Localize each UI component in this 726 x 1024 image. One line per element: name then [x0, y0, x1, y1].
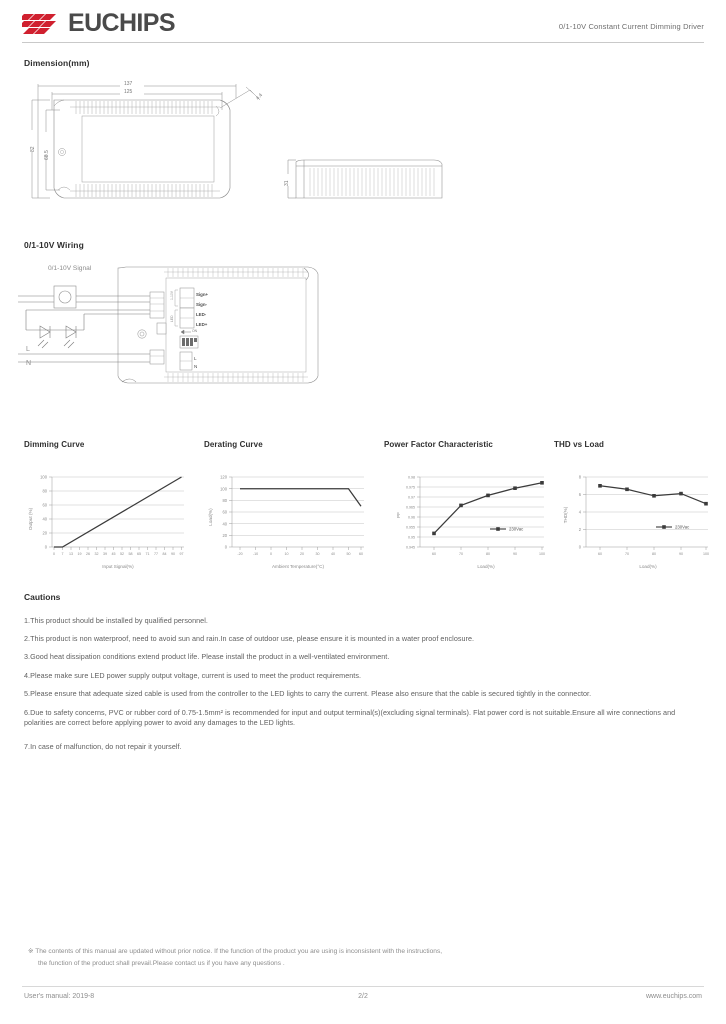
svg-text:0.95: 0.95 [408, 535, 415, 540]
svg-text:Input Signal(%): Input Signal(%) [102, 564, 134, 569]
svg-text:Output (%): Output (%) [28, 507, 33, 531]
svg-text:-10: -10 [252, 552, 259, 556]
svg-text:70: 70 [625, 552, 629, 556]
svg-text:Load(%): Load(%) [477, 564, 495, 569]
svg-text:0: 0 [578, 544, 581, 550]
chart-power-factor [378, 440, 554, 580]
svg-text:60: 60 [42, 502, 47, 508]
footer-manual-version: User's manual: 2019-8 [24, 993, 95, 1000]
svg-text:0.945: 0.945 [406, 545, 415, 550]
footer-note-line1: ※ The contents of this manual are updated without prior notice. If the function of the product you are using is inconsistent with the instructions, [28, 948, 443, 955]
svg-text:LED+: LED+ [196, 322, 208, 327]
svg-text:PF: PF [396, 512, 401, 518]
dim-label-mount-length: 125 [124, 89, 133, 95]
svg-text:97: 97 [179, 552, 184, 556]
svg-text:0.965: 0.965 [406, 505, 415, 510]
wiring-neutral-label: N [26, 360, 32, 367]
chart-title-derating: Derating Curve [204, 440, 263, 449]
svg-text:71: 71 [145, 552, 150, 556]
chart-derating-svg [198, 459, 374, 581]
footer-divider [22, 986, 704, 987]
svg-text:32: 32 [94, 552, 99, 556]
svg-text:40: 40 [222, 521, 227, 527]
footer-note-line2: the function of the product shall prevail.Please contact us if you have any questions . [38, 959, 285, 967]
dimension-drawing-svg [24, 70, 464, 220]
svg-text:10: 10 [284, 552, 289, 556]
svg-text:LED-: LED- [196, 312, 207, 317]
svg-text:20: 20 [42, 530, 47, 536]
dim-label-overall-width: 82 [30, 146, 36, 152]
svg-text:THD(%): THD(%) [563, 506, 568, 524]
euchips-logo [22, 10, 175, 36]
svg-text:0.955: 0.955 [406, 525, 415, 530]
svg-text:Sign-: Sign- [196, 302, 207, 307]
svg-text:26: 26 [86, 552, 90, 556]
caution-item-6: 6.Due to safety concerns, PVC or rubber cord of 0.75-1.5mm² is recommended for input and output terminal(s)(excluding signal terminals). Flat power cord is not suitable.Ensure all wire connections and polarities are correct before applying power to avoid any damages to the LED lights. [24, 708, 676, 728]
logo-chevron-icon [22, 10, 64, 36]
svg-text:1-10V: 1-10V [170, 290, 174, 300]
svg-text:0: 0 [224, 544, 227, 550]
chart-title-pf: Power Factor Characteristic [384, 440, 493, 449]
wiring-diagram [18, 256, 368, 395]
svg-text:6: 6 [578, 492, 581, 498]
caution-item-5: 5.Please ensure that adequate sized cable is used from the controller to the LED lights to carry the current. Please also ensure that the cable is secured tightly in the connector. [24, 689, 592, 698]
svg-text:58: 58 [128, 552, 133, 556]
svg-text:0: 0 [270, 552, 272, 556]
svg-text:13: 13 [69, 552, 73, 556]
svg-text:20: 20 [222, 532, 227, 538]
dim-label-overall-length: 137 [124, 81, 133, 87]
wiring-section-title: 0/1-10V Wiring [24, 240, 84, 250]
chart-thd-svg [548, 459, 724, 581]
dim-label-height: 31 [284, 180, 290, 186]
svg-text:60: 60 [598, 552, 602, 556]
svg-text:N: N [194, 364, 198, 369]
svg-text:90: 90 [513, 552, 517, 556]
svg-text:Sign+: Sign+ [196, 292, 209, 297]
svg-text:8: 8 [578, 474, 581, 480]
dim-label-mount-width: 68.5 [44, 150, 50, 160]
chart-dimming-svg [18, 459, 194, 581]
chart-dimming-curve [18, 440, 194, 580]
svg-text:40: 40 [42, 516, 47, 522]
svg-text:L: L [194, 356, 197, 361]
svg-text:0.975: 0.975 [406, 485, 415, 490]
svg-text:60: 60 [222, 509, 227, 515]
svg-text:90: 90 [171, 552, 175, 556]
svg-text:45: 45 [111, 552, 116, 556]
caution-item-2: 2.This product is non waterproof, need to avoid sun and rain.In case of outdoor use, please ensure it is mounted in a water proof enclosure. [24, 634, 475, 643]
caution-item-3: 3.Good heat dissipation conditions extend product life. Please install the product in a well-ventilated environment. [24, 652, 390, 661]
page-header [22, 10, 704, 44]
svg-text:0.98: 0.98 [408, 475, 415, 480]
footer-note [28, 946, 688, 969]
chart-thd-legend [656, 525, 690, 530]
dimension-drawing [24, 70, 464, 225]
svg-text:52: 52 [120, 552, 124, 556]
svg-text:230Vac: 230Vac [509, 526, 524, 532]
svg-text:Ambient Temperature(°C): Ambient Temperature(°C) [271, 564, 325, 569]
svg-text:70: 70 [459, 552, 463, 556]
chart-derating-curve [198, 440, 374, 580]
logo-wordmark: EUCHIPS [68, 8, 175, 37]
header-divider [22, 42, 704, 43]
dim-label-hole: 4.4 [254, 92, 265, 102]
svg-text:84: 84 [162, 552, 167, 556]
svg-text:65: 65 [137, 552, 141, 556]
chart-title-dimming: Dimming Curve [24, 440, 85, 449]
svg-text:90: 90 [679, 552, 683, 556]
dimension-section-title: Dimension(mm) [24, 58, 90, 68]
svg-text:4: 4 [578, 509, 581, 515]
svg-text:19: 19 [77, 552, 82, 556]
svg-text:120: 120 [220, 474, 227, 480]
wiring-diagram-svg [18, 256, 368, 390]
svg-text:20: 20 [300, 552, 304, 556]
cautions-title: Cautions [24, 592, 61, 602]
svg-text:40: 40 [331, 552, 335, 556]
svg-text:100: 100 [703, 552, 709, 556]
footer-website: www.euchips.com [645, 993, 702, 1000]
svg-text:60: 60 [359, 552, 363, 556]
svg-text:77: 77 [154, 552, 158, 556]
svg-text:7: 7 [61, 552, 64, 556]
chart-pf-legend [490, 527, 524, 532]
chart-thd-vs-load [548, 440, 724, 580]
svg-text:30: 30 [315, 552, 320, 556]
svg-text:0.97: 0.97 [408, 495, 415, 500]
svg-text:80: 80 [222, 497, 227, 503]
footer-page-number: 2/2 [358, 993, 368, 1000]
svg-text:100: 100 [220, 486, 227, 492]
svg-text:Load(%): Load(%) [208, 508, 213, 526]
chart-title-thd: THD vs Load [554, 440, 604, 449]
svg-text:LED: LED [170, 315, 174, 322]
svg-text:2: 2 [578, 527, 581, 533]
caution-item-4: 4.Please make sure LED power supply output voltage, current is used to meet the product requirements. [24, 671, 362, 680]
chart-pf-svg [378, 459, 554, 581]
wiring-signal-label: 0/1-10V Signal [48, 265, 92, 272]
svg-text:50: 50 [346, 552, 351, 556]
svg-text:Load(%): Load(%) [639, 564, 657, 569]
svg-text:-20: -20 [237, 552, 243, 556]
wiring-line-label: L [26, 346, 30, 353]
svg-text:100: 100 [40, 474, 47, 480]
svg-text:80: 80 [486, 552, 490, 556]
caution-item-1: 1.This product should be installed by qualified personnel. [24, 616, 208, 625]
svg-text:230Vac: 230Vac [675, 524, 690, 530]
svg-text:100: 100 [539, 552, 545, 556]
svg-text:80: 80 [652, 552, 656, 556]
svg-text:80: 80 [42, 488, 47, 494]
svg-text:0: 0 [53, 552, 55, 556]
svg-text:0: 0 [44, 544, 47, 550]
caution-item-7: 7.In case of malfunction, do not repair it yourself. [24, 742, 182, 751]
svg-text:60: 60 [432, 552, 436, 556]
header-product-title: 0/1-10V Constant Current Dimming Driver [558, 22, 704, 31]
svg-text:ON: ON [192, 329, 198, 333]
svg-text:0.96: 0.96 [408, 515, 415, 520]
svg-text:39: 39 [103, 552, 107, 556]
